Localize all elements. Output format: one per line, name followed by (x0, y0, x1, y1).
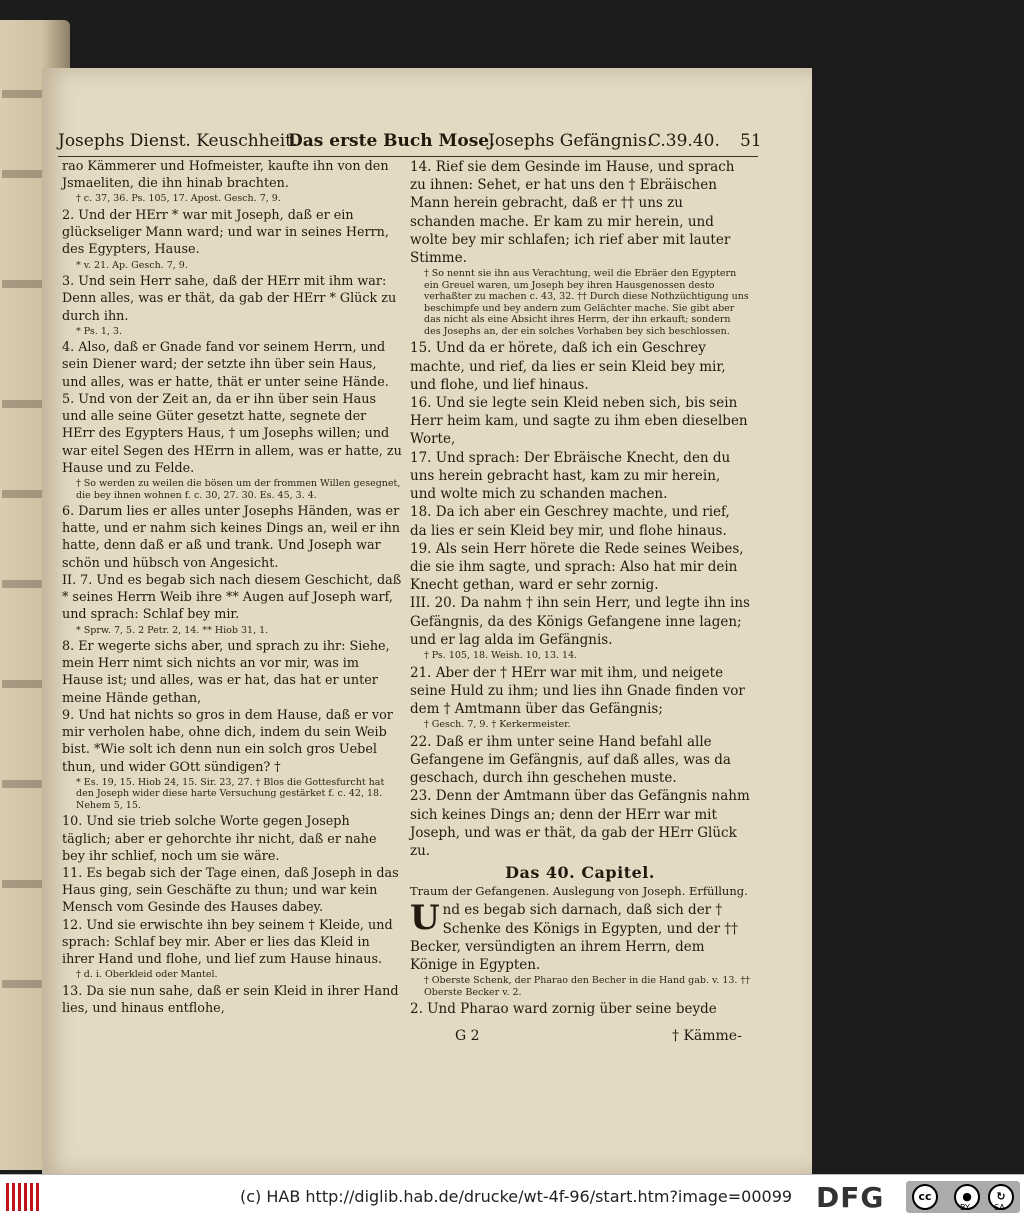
verse-paragraph: 23. Denn der Amtmann über das Gefängnis nahm sich keines Dings an; denn der HErr war mit Joseph, und was er thät, da gab der HErr Glück zu. (410, 788, 750, 859)
verse-paragraph: II. 7. Und es begab sich nach diesem Geschicht, daß * seines Herrn Weib ihre ** Augen auf Joseph warf, und sprach: Schlaf bey mir. (62, 572, 402, 623)
signature-mark: G 2 (455, 1028, 480, 1044)
page-number: 51 (740, 131, 762, 151)
verse-paragraph: 3. Und sein Herr sahe, daß der HErr mit ihm war: Denn alles, was er thät, da gab der HErr * Glück zu durch ihn. (62, 274, 397, 324)
footnote: † Ps. 105, 18. Weish. 10, 13. 14. (424, 650, 578, 662)
footnote: * Ps. 1, 3. (76, 325, 122, 337)
credit-link[interactable]: (c) HAB http://diglib.hab.de/drucke/wt-4f-96/start.htm?image=00099 (240, 1187, 793, 1206)
verse-paragraph: 18. Da ich aber ein Geschrey machte, und rief, da lies er sein Kleid bey mir, und flohe hinaus. (410, 504, 730, 539)
footnote: * v. 21. Ap. Gesch. 7, 9. (76, 259, 188, 271)
running-head-left: Josephs Dienst. Keuschheit. (58, 131, 298, 151)
running-head-chapters: C.39.40. (648, 131, 720, 151)
footnote: † Gesch. 7, 9. † Kerkermeister. (424, 719, 571, 731)
footnote: † d. i. Oberkleid oder Mantel. (76, 969, 218, 981)
verse-paragraph: 11. Es begab sich der Tage einen, daß Joseph in das Haus ging, sein Geschäfte zu thun; und war kein Mensch vom Gesinde des Hauses dabey. (62, 865, 399, 916)
verse-paragraph: 14. Rief sie dem Gesinde im Hause, und sprach zu ihnen: Sehet, er hat uns den † Ebräischen Mann herein gebracht, daß er †† uns zu schanden mache. Er kam zu mir herein, und wolte bey mir schlafen; ich rief aber mit lauter Stimme. (410, 159, 735, 267)
verse-paragraph: 12. Und sie erwischte ihn bey seinem † Kleide, und sprach: Schlaf bey mir. Aber er lies das Kleid in ihrer Hand und flohe, und lief zum Hause hinaus. (62, 917, 393, 968)
verse-paragraph: 13. Da sie nun sahe, daß er sein Kleid in ihrer Hand lies, und hinaus entflohe, (62, 983, 399, 1016)
share-alike-icon: ↻ (988, 1184, 1014, 1210)
verse-paragraph: III. 20. Da nahm † ihn sein Herr, und legte ihn ins Gefängnis, da des Königs Gefangene inne lagen; und er lag alda im Gefängnis. (410, 595, 750, 648)
verse-paragraph: 19. Als sein Herr hörete die Rede seines Weibes, die sie ihm sagte, und sprach: Also hat mir dein Knecht gethan, ward er sehr zornig. (410, 540, 744, 594)
chapter-summary: Traum der Gefangenen. Auslegung von Joseph. Erfüllung. (410, 884, 748, 899)
verse-paragraph: 4. Also, daß er Gnade fand vor seinem Herrn, und sein Diener ward; der setzte ihn über sein Haus, und alles, was er hatte, thät er unter seine Hände. (62, 340, 389, 390)
verse-paragraph: 16. Und sie legte sein Kleid neben sich, bis sein Herr heim kam, und sagte zu ihm eben dieselben Worte, (410, 394, 748, 448)
right-text-column (410, 158, 750, 1019)
verse-paragraph: 5. Und von der Zeit an, da er ihn über sein Haus und alle seine Güter gesetzt hatte, segnete der HErr des Egypters Haus, † um Josephs willen; und war eitel Segen des HErrn in allem, was er hatte, zu Hause und zu Felde. (62, 391, 402, 476)
verse-paragraph: 2. Und Pharao ward zornig über seine beyde (410, 1001, 717, 1018)
sa-label: SA (994, 1203, 1005, 1212)
running-head-right: Josephs Gefängnis. (488, 131, 653, 151)
dfg-logo: DFG (816, 1181, 885, 1214)
barcode-icon (6, 1183, 40, 1211)
verse-paragraph: 6. Darum lies er alles unter Josephs Händen, was er hatte, und er nahm sich keines Dings an, weil er ihn hatte, denn daß er aß und trank. Und Joseph war schön und hübsch von Angesicht. (62, 504, 400, 571)
viewer-footer (0, 1174, 1024, 1219)
by-label: BY (960, 1203, 970, 1212)
catchword: † Kämme- (672, 1028, 742, 1044)
verse-paragraph: 8. Er wegerte sichs aber, und sprach zu ihr: Siehe, mein Herr nimt sich nichts an vor mir, was im Hause ist; und alles, was er hat, das hat er unter meine Hände gethan, (62, 639, 390, 706)
footnote: † c. 37, 36. Ps. 105, 17. Apost. Gesch. 7, 9. (76, 193, 281, 205)
footnote: † Oberste Schenk, der Pharao den Becher in die Hand gab. v. 13. †† Oberste Becker v. 2. (424, 975, 750, 998)
cc-icon: cc (912, 1184, 938, 1210)
verse-paragraph: 9. Und hat nichts so gros in dem Hause, daß er vor mir verholen habe, ohne dich, indem du sein Weib bist. *Wie solt ich denn nun ein solch gros Uebel thun, und wider GOtt sündigen? † (62, 707, 393, 775)
opening-paragraph (410, 898, 750, 974)
running-head (58, 128, 762, 157)
verse-paragraph: 2. Und der HErr * war mit Joseph, daß er ein glückseliger Mann ward; und war in seines Herrn, des Egypters, Hause. (62, 207, 389, 258)
verse-paragraph: 15. Und da er hörete, daß ich ein Geschrey machte, und rief, da lies er sein Kleid bey mir, und flohe, und lief hinaus. (410, 340, 726, 393)
left-text-column (62, 158, 402, 1017)
person-icon: ● (954, 1184, 980, 1210)
verse-paragraph: 17. Und sprach: Der Ebräische Knecht, den du uns herein gebracht hast, kam zu mir herein, und wolte mich zu schanden machen. (410, 449, 731, 503)
footnote: † So werden zu weilen die bösen um der frommen Willen gesegnet, die bey ihnen wohnen f. c. 30, 27. 30. Es. 45, 3. 4. (76, 478, 401, 501)
opening-text: nd es begab sich darnach, daß sich der † Schenke des Königs in Egypten, und der †† Becker, versündigten an ihrem Herrn, dem Könige in Egypten. (410, 902, 738, 974)
verse-paragraph: rao Kämmerer und Hofmeister, kaufte ihn von den Jsmaeliten, die ihn hinab brachten. (62, 159, 389, 192)
cc-license-badge[interactable] (906, 1181, 1020, 1213)
footnote: * Sprw. 7, 5. 2 Petr. 2, 14. ** Hiob 31, 1. (76, 624, 269, 636)
drop-cap: U (410, 898, 440, 939)
verse-paragraph: 21. Aber der † HErr war mit ihm, und neigete seine Huld zu ihm; und lies ihn Gnade finden vor dem † Amtmann über das Gefängnis; (410, 664, 745, 717)
footnote: † So nennt sie ihn aus Verachtung, weil die Ebräer den Egyptern ein Greuel waren, um Joseph bey ihren Hausgenossen desto verhaßter zu machen c. 43, 32. †† Durch diese Nothzüchtigung uns beschimpfe und bey andern zum Gelächter mache. Sie gibt aber das nicht als eine Absicht ihres Herrn, der ihn erkauft; sondern des Josephs an, der ein solches Vorhaben bey sich beschlossen. (424, 268, 749, 337)
chapter-heading: Das 40. Capitel. (505, 863, 655, 883)
verse-paragraph: 10. Und sie trieb solche Worte gegen Joseph täglich; aber er gehorchte ihr nicht, daß er nahe bey ihr schlief, noch um sie wäre. (62, 814, 377, 864)
footnote: * Es. 19, 15. Hiob 24, 15. Sir. 23, 27. † Blos die Gottesfurcht hat den Joseph wider diese harte Versuchung gestärket f. c. 42, 18. Nehem 5, 15. (76, 776, 385, 811)
running-head-book-title: Das erste Buch Mose. (288, 131, 495, 151)
verse-paragraph: 22. Daß er ihm unter seine Hand befahl alle Gefangene im Gefängnis, auf daß alles, was da geschach, durch ihn geschehen muste. (410, 733, 731, 787)
